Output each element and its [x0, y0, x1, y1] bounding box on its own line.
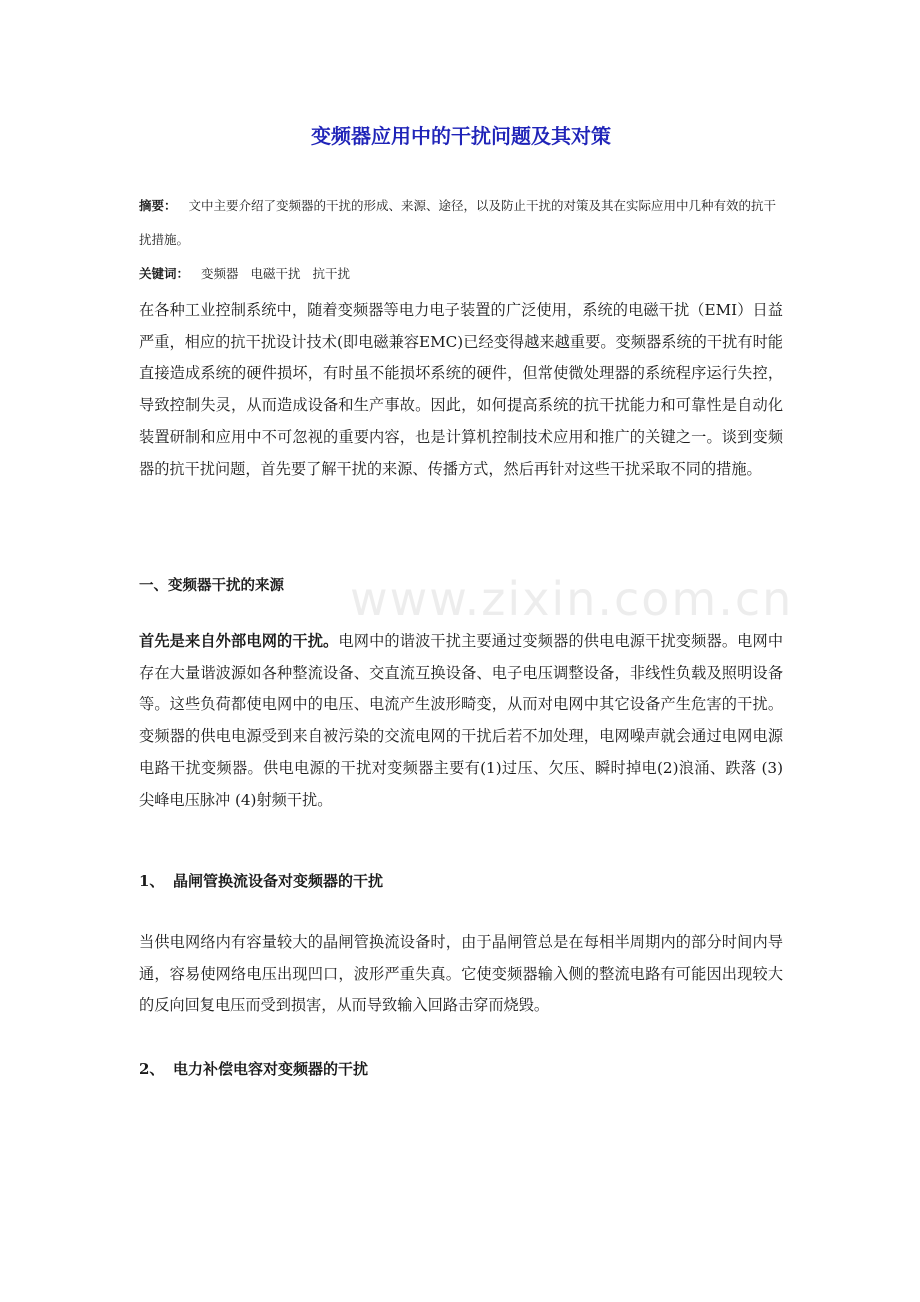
intro-paragraph: 在各种工业控制系统中，随着变频器等电力电子装置的广泛使用，系统的电磁干扰（EMI）日益严重，相应的抗干扰设计技术(即电磁兼容EMC)已经变得越来越重要。变频器系统的干扰有时能直接造成系统的硬件损坏，有时虽不能损坏系统的硬件，但常使微处理器的系统程序运行失控，导致控制失灵，从而造成设备和生产事故。因此，如何提高系统的抗干扰能力和可靠性是自动化装置研制和应用中不可忽视的重要内容，也是计算机控制技术应用和推广的关键之一。谈到变频器的抗干扰问题，首先要了解干扰的来源、传播方式，然后再针对这些干扰采取不同的措施。 — [139, 301, 783, 478]
paragraph-lead: 首先是来自外部电网的干扰。 — [139, 632, 339, 650]
subsection-heading-1 — [139, 866, 783, 896]
document-title: 变频器应用中的干扰问题及其对策 — [311, 124, 611, 148]
subsection-title: 晶闸管换流设备对变频器的干扰 — [173, 872, 384, 890]
watermark: www.zixin.com.cn — [350, 572, 794, 626]
thyristor-paragraph: 当供电网络内有容量较大的晶闸管换流设备时，由于晶闸管总是在每相半周期内的部分时间内导通，容易使网络电压出现凹口，波形严重失真。它使变频器输入侧的整流电路有可能因出现较大的反向回复电压而受到损害，从而导致输入回路击穿而烧毁。 — [139, 933, 783, 1015]
abstract — [139, 189, 783, 257]
subsection-number: 2、 — [139, 1060, 165, 1078]
grid-interference-paragraph — [139, 626, 783, 816]
abstract-text: 文中主要介绍了变频器的干扰的形成、来源、途径，以及防止干扰的对策及其在实际应用中几种有效的抗干扰措施。 — [139, 198, 776, 247]
subsection-title: 电力补偿电容对变频器的干扰 — [173, 1060, 369, 1078]
keyword-item: 电磁干扰 — [250, 266, 301, 281]
subsection-heading-2 — [139, 1054, 783, 1084]
keyword-item: 抗干扰 — [312, 266, 351, 281]
abstract-label: 摘要： — [139, 198, 177, 213]
section-heading: 一、变频器干扰的来源 — [139, 578, 284, 594]
subsection-number: 1、 — [139, 872, 165, 890]
keyword-item: 变频器 — [201, 266, 239, 281]
keywords-label: 关键词： — [139, 266, 190, 281]
keywords — [139, 257, 783, 291]
paragraph-body: 电网中的谐波干扰主要通过变频器的供电电源干扰变频器。电网中存在大量谐波源如各种整流设备、交直流互换设备、电子电压调整设备，非线性负载及照明设备等。这些负荷都使电网中的电压、电流产生波形畸变，从而对电网中其它设备产生危害的干扰。变频器的供电电源受到来自被污染的交流电网的干扰后若不加处理，电网噪声就会通过电网电源电路干扰变频器。供电电源的干扰对变频器主要有(1)过压、欠压、瞬时掉电(2)浪涌、跌落 (3)尖峰电压脉冲 (4)射频干扰。 — [139, 632, 784, 809]
